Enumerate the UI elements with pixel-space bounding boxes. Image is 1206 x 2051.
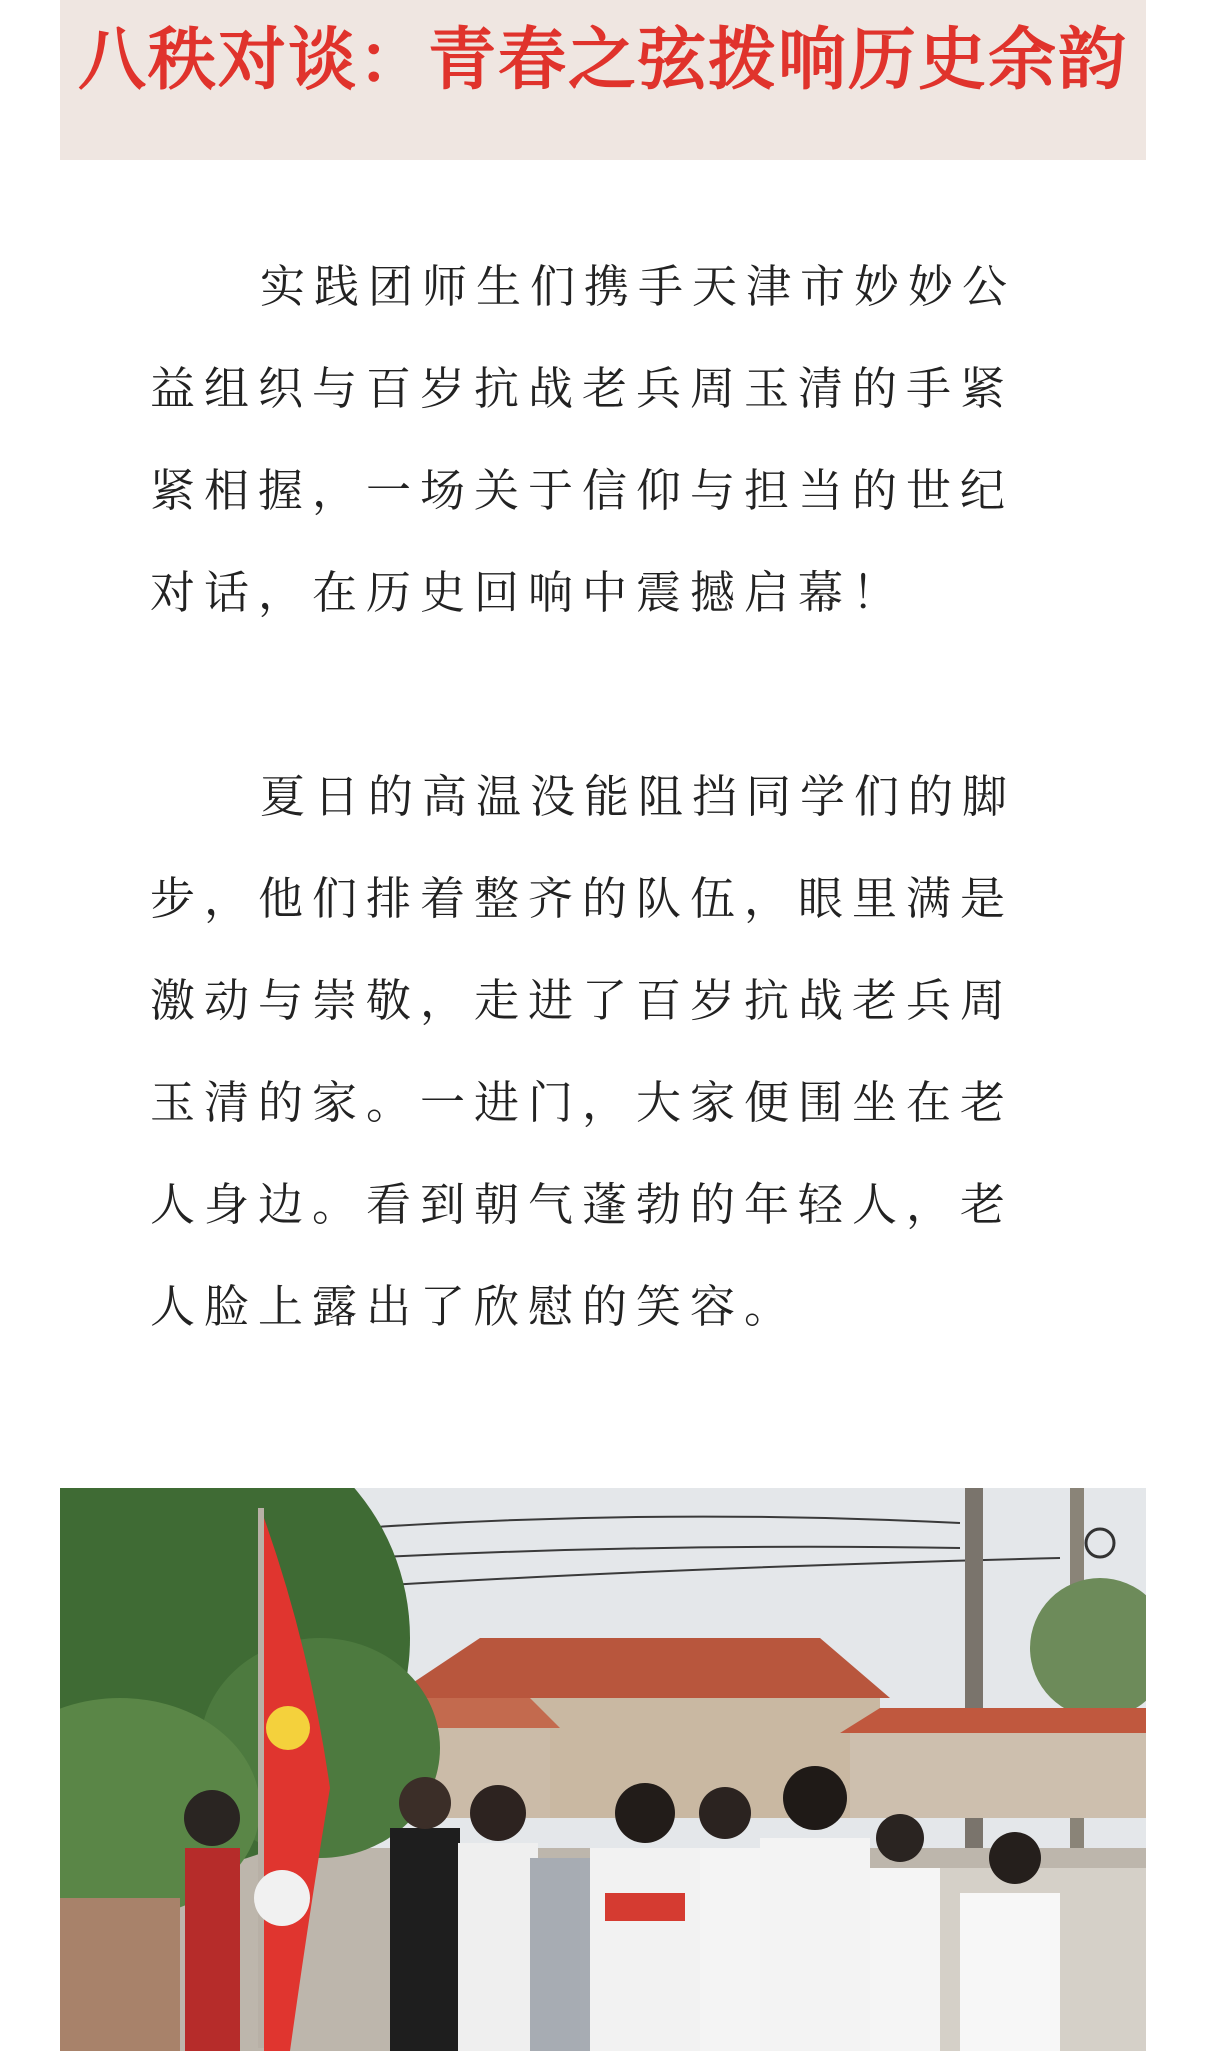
article-paragraph-2: 夏日的高温没能阻挡同学们的脚步，他们排着整齐的队伍，眼里满是激动与崇敬，走进了百岁抗战老兵周玉清的家。一进门，大家便围坐在老人身边。看到朝气蓬勃的年轻人，老人脸上露出了欣慰的笑容。 [150, 770, 1017, 1333]
section-title: 八秩对谈：青春之弦拨响历史余韵 [77, 20, 1128, 100]
article-paragraph-1: 实践团师生们携手天津市妙妙公益组织与百岁抗战老兵周玉清的手紧紧相握，一场关于信仰与担当的世纪对话，在历史回响中震撼启幕！ [150, 260, 1017, 619]
article-photo [60, 1488, 1146, 2051]
title-banner [60, 0, 1146, 160]
